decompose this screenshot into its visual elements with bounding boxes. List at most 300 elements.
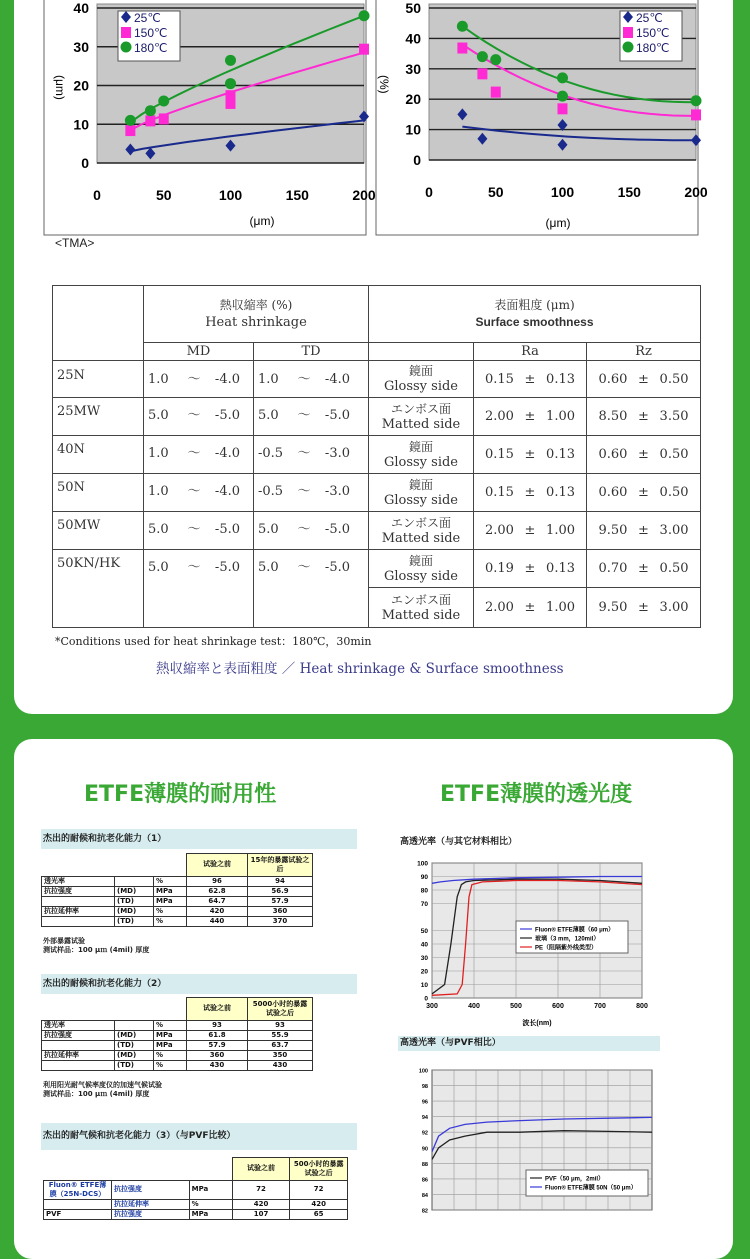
md-cell-part: 5.0 [148, 560, 169, 575]
td-cell-part: -0.5 [258, 446, 284, 461]
table-cell: MPa [154, 1030, 187, 1040]
rz-header: Rz [587, 343, 701, 361]
tma-caption: <TMA> [55, 236, 95, 250]
header-blank [42, 854, 187, 877]
series-2-point [557, 72, 568, 83]
table-row [44, 1180, 348, 1199]
transmittance-chart-1 [398, 855, 660, 1035]
table-row [42, 916, 313, 926]
y-tick-label: 94 [421, 1115, 428, 1122]
table-cell: Fluon® ETFE薄膜（25N-DCS） [44, 1180, 112, 1199]
surface-side-en: Matted side [381, 607, 461, 623]
series-1-legend-label: 150℃ [636, 26, 670, 40]
table-cell: % [189, 1199, 232, 1209]
td-cell [254, 361, 369, 398]
grade-cell: 50KN/HK [53, 550, 144, 628]
durability-panel-1-title: 杰出的耐候和抗老化能力（1） [41, 829, 357, 849]
table-cell: % [154, 1050, 187, 1060]
table-cell: 370 [248, 916, 313, 926]
tma-shrinkage-chart [44, 0, 376, 236]
table-row [42, 1040, 313, 1050]
x-tick-label: 200 [684, 184, 708, 200]
series-1-point [145, 115, 155, 126]
x-tick-label: 200 [352, 187, 376, 203]
y-tick-label: 20 [405, 91, 421, 108]
ra-cell-part: ± [524, 409, 536, 424]
durability-table-1 [41, 853, 313, 927]
series-2-legend-label: PE（阻隔紫外线类型） [535, 945, 598, 952]
surface-side-header [369, 343, 474, 361]
tma-rate-chart [376, 0, 708, 236]
ra-cell-part: 2.00 [485, 600, 514, 615]
ra-cell-part: 1.00 [546, 409, 575, 424]
series-0-legend-label: Fluon® ETFE薄膜（60 μm） [535, 927, 615, 934]
rz-cell-part: 0.60 [598, 371, 628, 387]
series-0-legend-label: 25℃ [636, 11, 663, 25]
surface-side-cn: エンボス面 [390, 401, 451, 416]
ra-cell [474, 361, 587, 398]
rz-cell [587, 512, 701, 550]
series-1-point [125, 125, 135, 136]
table-cell: MPa [154, 896, 187, 906]
surface-side-cn: 鏡面 [408, 553, 433, 568]
rz-cell-part: ± [638, 600, 649, 615]
table-cell: 抗拉强度 [42, 1030, 115, 1040]
table-cell: 420 [290, 1199, 348, 1209]
ra-cell-part: ± [524, 447, 536, 462]
table-cell: 420 [187, 906, 248, 916]
surface-side-cell [369, 512, 474, 550]
table-cell: 65 [290, 1209, 348, 1219]
rz-cell-part: 9.50 [598, 523, 628, 538]
md-cell-part: -5.0 [214, 560, 240, 575]
y-tick-label: 100 [417, 860, 428, 868]
durability-panel-2-title: 杰出的耐候和抗老化能力（2） [41, 974, 357, 994]
y-tick-label: 90 [420, 874, 428, 881]
y-tick-label: 0 [413, 152, 421, 168]
rz-cell-part: 3.50 [659, 409, 689, 424]
surface-header [369, 286, 701, 343]
series-2-point [225, 55, 236, 66]
rz-cell-part: 0.70 [598, 561, 628, 576]
rz-cell-part: 3.00 [659, 600, 689, 615]
x-tick-label: 100 [218, 187, 243, 203]
td-cell-part: 5.0 [258, 522, 279, 537]
td-cell-part: -3.0 [324, 446, 350, 461]
rz-cell-part: ± [638, 371, 649, 387]
td-cell [254, 398, 369, 436]
md-cell-part: 5.0 [148, 522, 169, 537]
ra-cell-part: 0.13 [546, 485, 575, 500]
y-tick-label: 20 [73, 77, 89, 94]
table-cell: 抗拉延伸率 [42, 1050, 115, 1060]
rz-cell-part: 0.50 [659, 561, 689, 576]
rz-cell-part: ± [638, 561, 649, 576]
rz-cell-part: ± [638, 409, 649, 424]
grade-cell: 25MW [53, 398, 144, 436]
surface-side-cell [369, 550, 474, 588]
ra-cell [474, 436, 587, 474]
md-cell [144, 550, 254, 628]
td-cell [254, 550, 369, 628]
md-cell-part: 5.0 [148, 408, 169, 423]
rz-cell-part: 0.50 [659, 485, 689, 500]
series-1-point [691, 109, 701, 120]
td-cell-part: 5.0 [258, 560, 279, 575]
surface-header-en: Surface smoothness [475, 315, 594, 329]
table-row [44, 1199, 348, 1209]
durability-panel-3-title: 杰出的耐气候和抗老化能力（3）（与PVF比较） [41, 1123, 357, 1150]
table-row [42, 876, 313, 886]
table-cell: 64.7 [187, 896, 248, 906]
md-cell-part: ～ [187, 522, 201, 537]
rz-cell-part: 0.50 [659, 371, 689, 387]
table-cell: 420 [232, 1199, 290, 1209]
ra-cell [474, 512, 587, 550]
x-tick-label: 800 [636, 1003, 648, 1010]
table-cell: 96 [187, 876, 248, 886]
td-cell-part: 5.0 [258, 408, 279, 423]
table-cell [44, 1199, 112, 1209]
td-cell-part: -5.0 [324, 408, 350, 423]
x-axis-label: 波长(nm) [522, 1020, 552, 1027]
note-line: 利用阳光耐气候率度仪的加速气候试验 [43, 1081, 162, 1089]
table-cell: 350 [248, 1050, 313, 1060]
rz-cell-part: 0.50 [659, 447, 689, 462]
y-tick-label: 50 [420, 928, 428, 935]
ra-cell-part: 1.00 [546, 523, 575, 538]
y-axis-label: (%) [377, 75, 391, 94]
table-cell: MPa [154, 886, 187, 896]
header-col-1: 试验之前 [187, 998, 248, 1021]
table-cell: (MD) [115, 1050, 154, 1060]
table-row [44, 1209, 348, 1219]
header-blank [42, 998, 187, 1021]
transmittance-title: ETFE薄膜的透光度 [440, 782, 633, 807]
rz-cell [587, 550, 701, 588]
x-tick-label: 600 [552, 1003, 564, 1010]
table-cell: 440 [187, 916, 248, 926]
table-cell: (TD) [115, 1060, 154, 1070]
td-cell [254, 436, 369, 474]
surface-side-cell [369, 474, 474, 512]
table-cell [42, 896, 115, 906]
td-cell-part: ～ [297, 446, 311, 461]
table-cell: 抗拉延伸率 [111, 1199, 189, 1209]
spec-footnote: *Conditions used for heat shrinkage test：180℃，30min [55, 635, 372, 648]
ra-cell-part: ± [524, 600, 536, 615]
td-cell-part: 1.0 [258, 372, 279, 387]
td-cell-part: ～ [297, 522, 311, 537]
td-cell-part: -5.0 [324, 560, 350, 575]
y-tick-label: 40 [405, 30, 421, 47]
surface-side-cell [369, 436, 474, 474]
spec-row [53, 550, 701, 588]
ra-cell-part: ± [524, 485, 536, 500]
header-blank [53, 286, 144, 361]
table-row [42, 1020, 313, 1030]
surface-side-cn: エンボス面 [390, 515, 451, 530]
heat-header-cn: 熱収縮率 (%) [219, 298, 293, 312]
table-cell: MPa [154, 1040, 187, 1050]
surface-side-en: Matted side [381, 530, 461, 546]
rz-cell [587, 436, 701, 474]
td-cell-part: ～ [297, 408, 311, 423]
md-cell-part: ～ [187, 446, 201, 461]
series-0-legend-label: 25℃ [134, 11, 161, 25]
table-cell: 62.8 [187, 886, 248, 896]
table-cell [115, 1020, 154, 1030]
header-blank [44, 1158, 233, 1181]
table-row [42, 886, 313, 896]
table-cell: MPa [189, 1180, 232, 1199]
md-cell [144, 512, 254, 550]
table-cell: PVF [44, 1209, 112, 1219]
ra-cell-part: 0.15 [485, 485, 514, 500]
series-1-point [226, 90, 236, 101]
y-tick-label: 98 [421, 1084, 428, 1091]
y-tick-label: 96 [421, 1099, 428, 1106]
surface-side-cell [369, 361, 474, 398]
y-tick-label: 100 [418, 1068, 428, 1075]
md-cell-part: -4.0 [214, 372, 240, 387]
heat-header [144, 286, 369, 343]
series-1-legend-label: 玻璃（3 mm，120mil） [535, 936, 600, 943]
y-tick-label: 84 [421, 1192, 428, 1199]
ra-cell [474, 588, 587, 628]
table-cell: 61.8 [187, 1030, 248, 1040]
table-cell: 94 [248, 876, 313, 886]
rz-cell [587, 361, 701, 398]
y-tick-label: 80 [420, 887, 428, 895]
x-tick-label: 50 [155, 187, 172, 203]
table-cell: 抗拉强度 [42, 886, 115, 896]
spec-row [53, 398, 701, 436]
grade-cell: 40N [53, 436, 144, 474]
table-cell: 63.7 [248, 1040, 313, 1050]
series-2-point [557, 91, 568, 102]
table-row [42, 1060, 313, 1070]
table-cell: 55.9 [248, 1030, 313, 1040]
surface-side-cn: 鏡面 [408, 364, 433, 378]
md-cell-part: -4.0 [214, 484, 240, 499]
series-1-legend-label: 150℃ [134, 26, 168, 40]
ra-cell [474, 474, 587, 512]
heat-header-en: Heat shrinkage [205, 315, 307, 330]
ra-cell-part: ± [524, 371, 536, 387]
surface-side-en: Glossy side [383, 492, 459, 508]
series-2-legend-marker [121, 42, 132, 53]
table-cell: (TD) [115, 1040, 154, 1050]
table-cell: 360 [248, 906, 313, 916]
table-cell: 107 [232, 1209, 290, 1219]
header-row [42, 854, 313, 877]
x-tick-label: 400 [468, 1003, 480, 1010]
x-tick-label: 0 [425, 184, 433, 200]
ra-header: Ra [474, 343, 587, 361]
durability-note-1 [43, 937, 149, 955]
x-tick-label: 100 [550, 184, 575, 200]
spec-row [53, 436, 701, 474]
ra-cell-part: 0.13 [546, 447, 575, 462]
td-cell-part: ～ [297, 560, 311, 575]
table-cell: 430 [187, 1060, 248, 1070]
table-cell: 93 [187, 1020, 248, 1030]
rz-cell-part: ± [638, 523, 649, 538]
ra-cell [474, 550, 587, 588]
header-col-1: 试验之前 [187, 854, 248, 877]
x-tick-label: 700 [594, 1003, 606, 1010]
table-cell: (MD) [115, 1030, 154, 1040]
table-row [42, 1030, 313, 1040]
td-cell-part: -0.5 [258, 484, 284, 499]
td-cell [254, 512, 369, 550]
md-cell [144, 398, 254, 436]
md-cell-part: -4.0 [214, 446, 240, 461]
md-cell-part: ～ [187, 560, 201, 575]
series-1-legend-marker [623, 27, 633, 38]
surface-side-en: Glossy side [383, 568, 459, 584]
md-cell-part: ～ [187, 372, 201, 387]
transmittance-chart-2-title: 高透光率（与PVF相比） [398, 1036, 660, 1051]
header-col-2: 15年的暴露试验之后 [248, 854, 313, 877]
table-row [42, 906, 313, 916]
td-cell-part: ～ [297, 372, 311, 387]
y-tick-label: 20 [420, 968, 428, 976]
surface-header-cn: 表面粗度 (μm) [494, 298, 575, 312]
table-cell: % [154, 916, 187, 926]
y-tick-label: 10 [405, 121, 421, 138]
durability-table-2 [41, 997, 313, 1071]
md-cell-part: 1.0 [148, 446, 169, 461]
y-tick-label: 50 [405, 0, 421, 16]
series-1-point [359, 44, 369, 55]
x-tick-label: 50 [487, 184, 504, 200]
spec-row [53, 512, 701, 550]
md-cell [144, 361, 254, 398]
y-tick-label: 30 [420, 955, 428, 962]
y-tick-label: 40 [420, 941, 428, 949]
ra-cell-part: 0.13 [546, 371, 575, 387]
series-1-point [159, 113, 169, 124]
series-2-point [457, 21, 468, 32]
spec-caption: 熱収縮率と表面粗度 ／ Heat shrinkage & Surface smoothness [156, 661, 564, 677]
grade-cell: 50MW [53, 512, 144, 550]
x-axis-label: (μm) [545, 216, 571, 230]
spec-row [53, 474, 701, 512]
series-1-point [491, 87, 501, 98]
table-cell: % [154, 876, 187, 886]
ra-cell-part: 2.00 [485, 523, 514, 538]
table-cell [42, 1060, 115, 1070]
table-cell: % [154, 1060, 187, 1070]
table-cell [115, 876, 154, 886]
rz-cell-part: 0.60 [598, 447, 628, 462]
table-cell [42, 916, 115, 926]
rz-cell-part: 0.60 [598, 485, 628, 500]
series-2-point [158, 96, 169, 107]
ra-cell [474, 398, 587, 436]
header-row [44, 1158, 348, 1181]
rz-cell-part: 3.00 [659, 523, 689, 538]
md-header: MD [144, 343, 254, 361]
legend-box [526, 1170, 648, 1196]
table-cell [42, 1040, 115, 1050]
table-cell: 72 [232, 1180, 290, 1199]
grade-cell: 50N [53, 474, 144, 512]
table-cell: MPa [189, 1209, 232, 1219]
surface-side-cn: エンボス面 [390, 592, 451, 607]
y-tick-label: 90 [421, 1146, 428, 1153]
header-col-2: 500小时的暴露试验之后 [290, 1158, 348, 1181]
series-2-point [359, 10, 370, 21]
ra-cell-part: 0.13 [546, 561, 575, 576]
y-axis-label: (μm) [53, 75, 67, 100]
table-cell: 56.9 [248, 886, 313, 896]
table-cell: (MD) [115, 886, 154, 896]
table-cell: (TD) [115, 896, 154, 906]
rz-cell-part: ± [638, 447, 649, 462]
durability-title: ETFE薄膜的耐用性 [84, 782, 277, 807]
ra-cell-part: ± [524, 523, 536, 538]
table-cell: 抗拉强度 [111, 1209, 189, 1219]
ra-cell-part: 1.00 [546, 600, 575, 615]
durability-note-2 [43, 1081, 162, 1099]
y-tick-label: 10 [420, 982, 428, 989]
md-cell-part: 1.0 [148, 484, 169, 499]
ra-cell-part: 0.15 [485, 371, 514, 387]
grade-cell: 25N [53, 361, 144, 398]
x-tick-label: 150 [617, 184, 641, 200]
surface-side-cn: 鏡面 [408, 439, 433, 454]
durability-table-3 [43, 1157, 348, 1220]
table-cell: (MD) [115, 906, 154, 916]
spec-table [52, 285, 701, 628]
table-cell: 透光率 [42, 876, 115, 886]
series-1-legend-marker [121, 27, 131, 38]
table-cell: 57.9 [187, 1040, 248, 1050]
table-cell: % [154, 906, 187, 916]
table-cell: 57.9 [248, 896, 313, 906]
header-col-1: 试验之前 [232, 1158, 290, 1181]
x-tick-label: 300 [426, 1003, 438, 1010]
y-tick-label: 0 [424, 995, 428, 1003]
y-tick-label: 30 [73, 38, 89, 55]
note-line: 测试样品：100 μｍ (4mil) 厚度 [43, 1090, 150, 1098]
rz-cell-part: 9.50 [598, 600, 628, 615]
table-cell: 抗拉强度 [111, 1180, 189, 1199]
series-0-legend-label: PVF（50 μm，2mil） [545, 1176, 605, 1183]
ra-cell-part: 2.00 [485, 409, 514, 424]
table-cell: (TD) [115, 916, 154, 926]
x-axis-label: (μm) [249, 214, 275, 228]
series-2-legend-label: 180℃ [636, 41, 670, 55]
note-line: 外部暴露试验 [43, 937, 85, 945]
y-tick-label: 40 [73, 0, 89, 16]
td-cell [254, 474, 369, 512]
table-cell: 430 [248, 1060, 313, 1070]
series-2-point [490, 54, 501, 65]
surface-side-cn: 鏡面 [408, 477, 433, 492]
md-cell [144, 474, 254, 512]
y-tick-label: 0 [81, 155, 89, 171]
ra-cell-part: ± [524, 561, 536, 576]
x-tick-label: 150 [285, 187, 309, 203]
series-1-point [457, 43, 467, 54]
rz-cell [587, 588, 701, 628]
md-cell-part: -5.0 [214, 408, 240, 423]
rz-cell [587, 398, 701, 436]
